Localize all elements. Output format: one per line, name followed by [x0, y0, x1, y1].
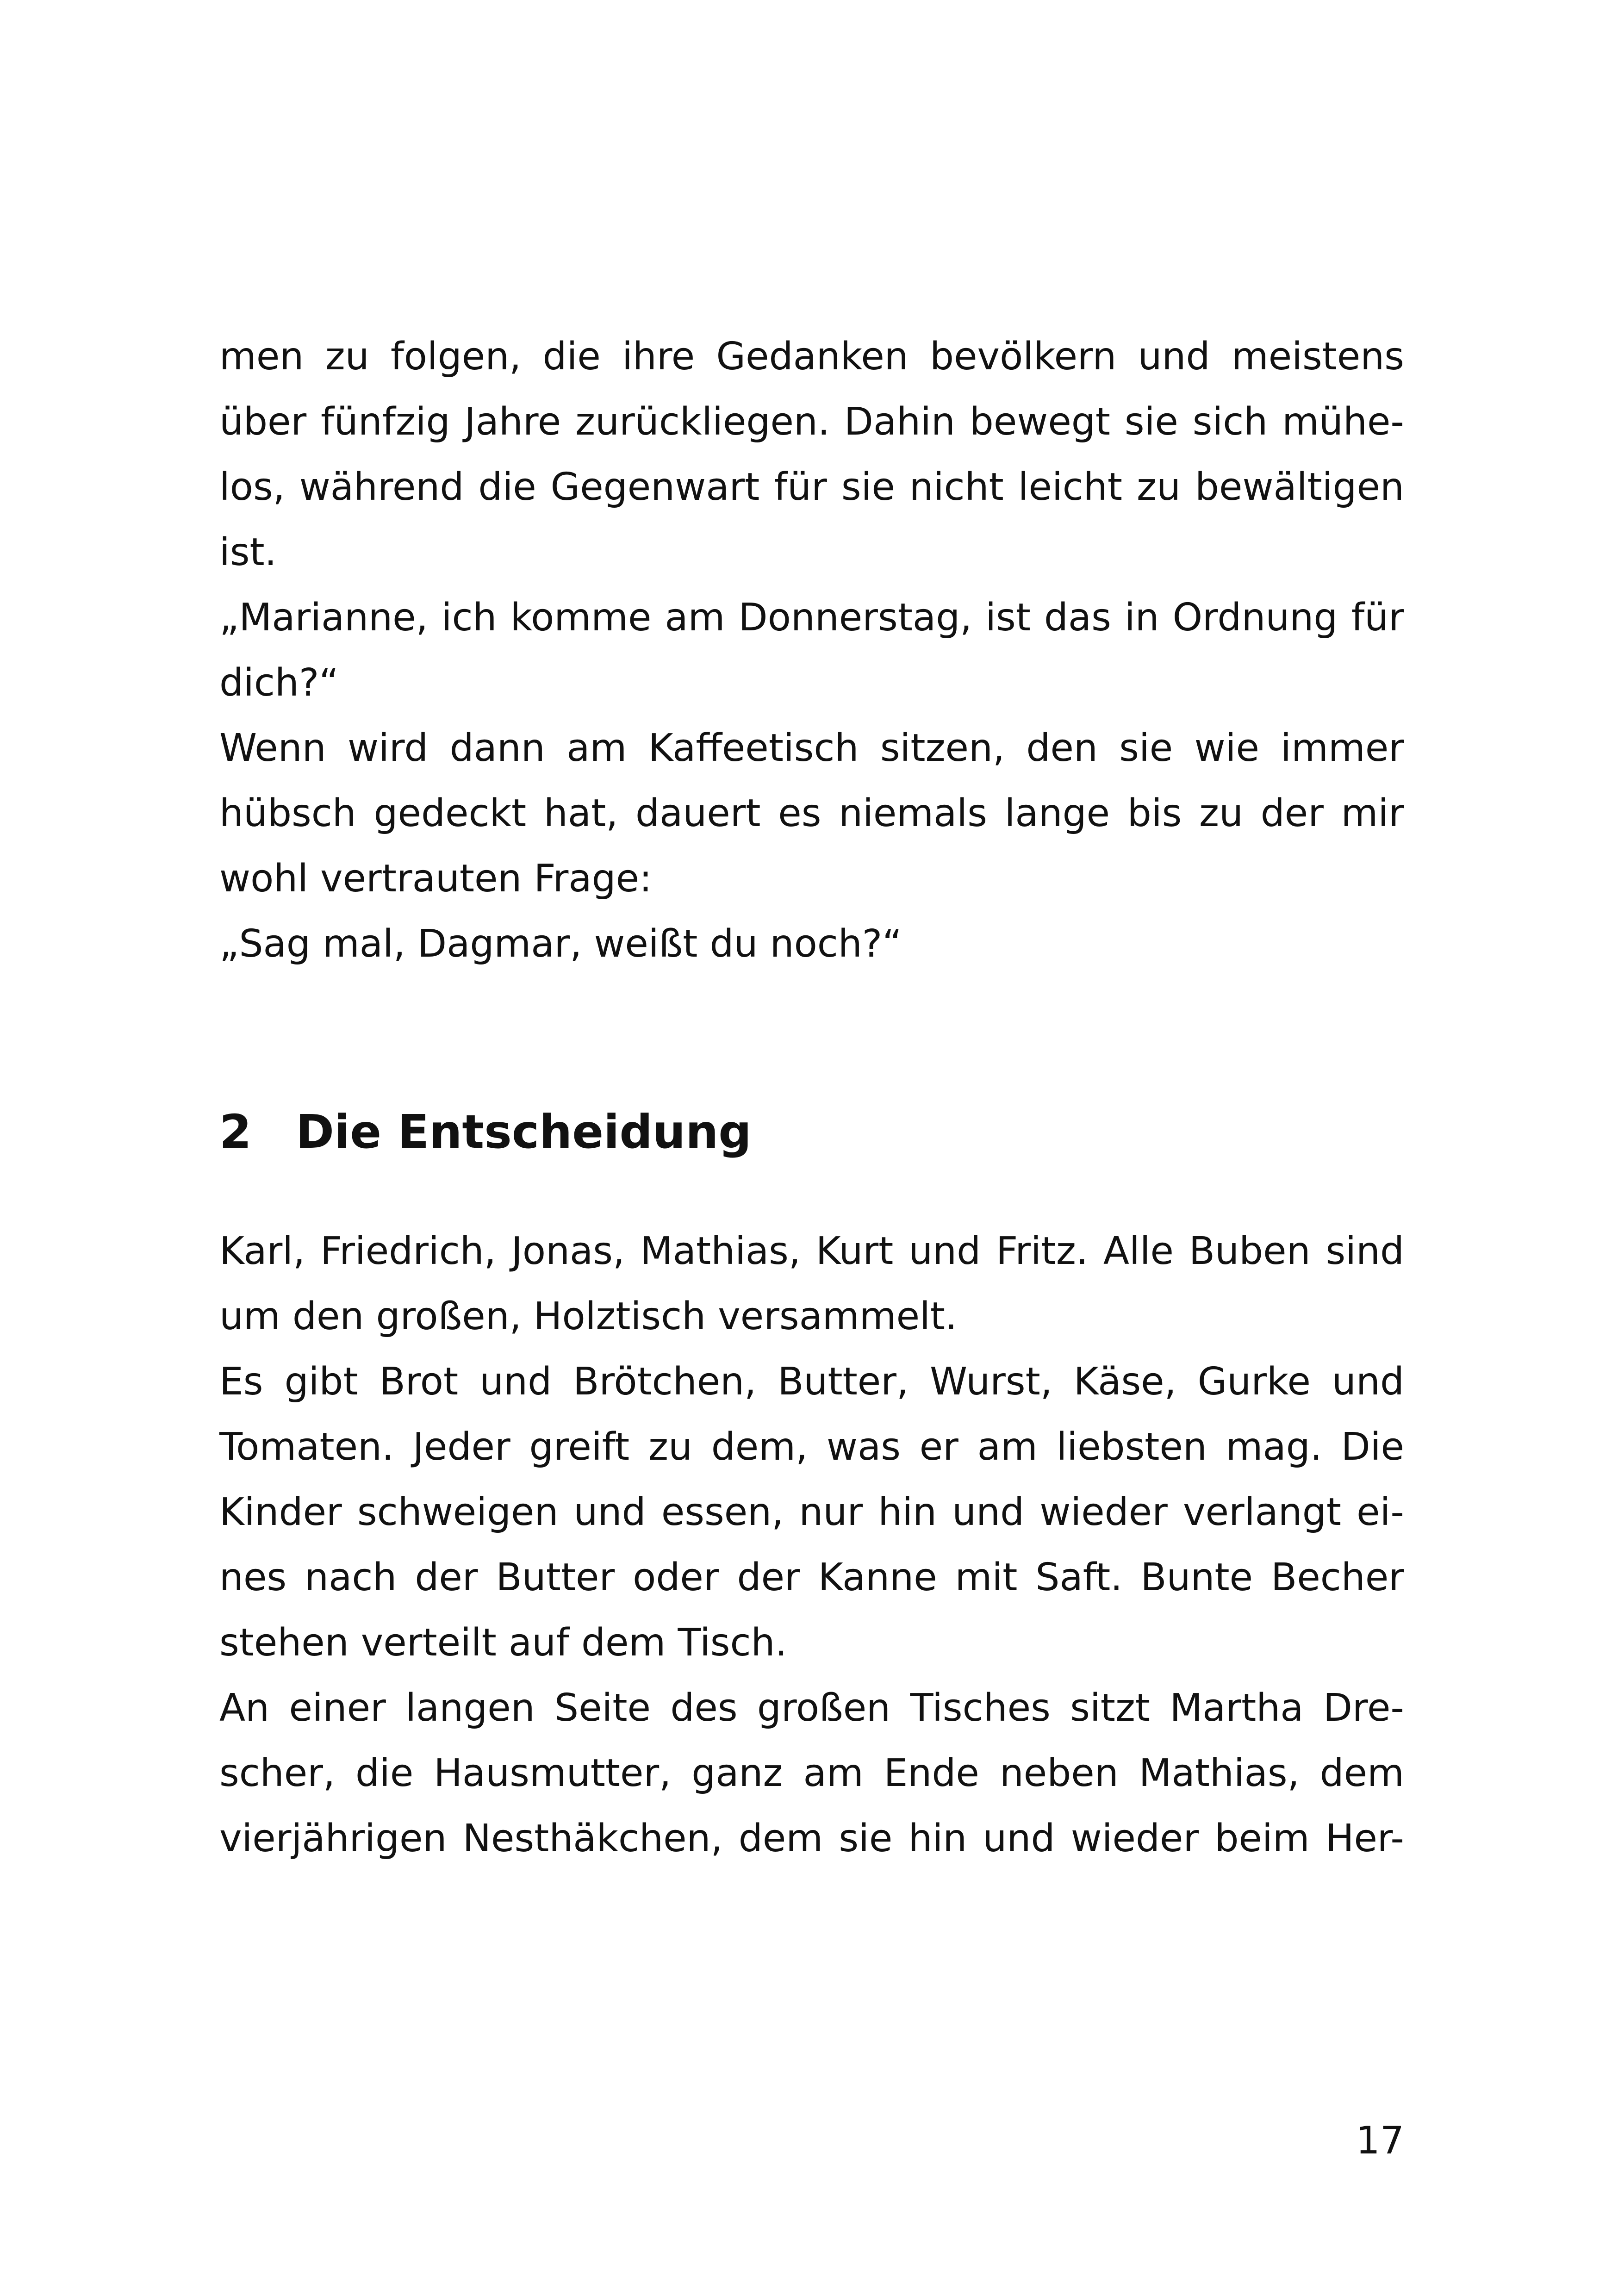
body-text-top: [219, 324, 1404, 977]
text-line: vierjährigen Nesthäkchen, dem sie hin und wieder beim Her-: [219, 1817, 1404, 1860]
chapter-number: 2: [219, 1105, 252, 1159]
text-line: Karl, Friedrich, Jonas, Mathias, Kurt und Fritz. Alle Buben sind: [219, 1229, 1404, 1273]
text-line: ist.: [219, 530, 277, 574]
text-line: wohl vertrauten Frage:: [219, 857, 652, 901]
chapter-heading: [219, 1099, 1404, 1164]
body-text-bottom: [219, 1219, 1404, 1871]
text-line: An einer langen Seite des großen Tisches sitzt Martha Dre-: [219, 1686, 1404, 1730]
text-line: über fünfzig Jahre zurückliegen. Dahin bewegt sie sich mühe-: [219, 400, 1404, 444]
text-line: men zu folgen, die ihre Gedanken bevölkern und meistens: [219, 335, 1404, 379]
text-line: Kinder schweigen und essen, nur hin und wieder verlangt ei-: [219, 1490, 1404, 1534]
text-line: Es gibt Brot und Brötchen, Butter, Wurst, Käse, Gurke und: [219, 1360, 1404, 1404]
text-line: hübsch gedeckt hat, dauert es niemals lange bis zu der mir: [219, 791, 1404, 835]
text-line: um den großen, Holztisch versammelt.: [219, 1294, 958, 1338]
page-number: 17: [1356, 2119, 1404, 2163]
text-line: Tomaten. Jeder greift zu dem, was er am liebsten mag. Die: [219, 1425, 1404, 1469]
text-line: „Sag mal, Dagmar, weißt du noch?“: [219, 922, 902, 966]
text-line: „Marianne, ich komme am Donnerstag, ist das in Ordnung für: [219, 596, 1404, 640]
text-line: scher, die Hausmutter, ganz am Ende neben Mathias, dem: [219, 1751, 1404, 1795]
text-line: stehen verteilt auf dem Tisch.: [219, 1621, 787, 1665]
text-line: los, während die Gegenwart für sie nicht leicht zu bewältigen: [219, 465, 1404, 509]
text-line: dich?“: [219, 661, 339, 705]
text-line: Wenn wird dann am Kaffeetisch sitzen, den sie wie immer: [219, 726, 1404, 770]
chapter-title: Die Entscheidung: [296, 1105, 752, 1159]
text-line: nes nach der Butter oder der Kanne mit Saft. Bunte Becher: [219, 1556, 1404, 1599]
